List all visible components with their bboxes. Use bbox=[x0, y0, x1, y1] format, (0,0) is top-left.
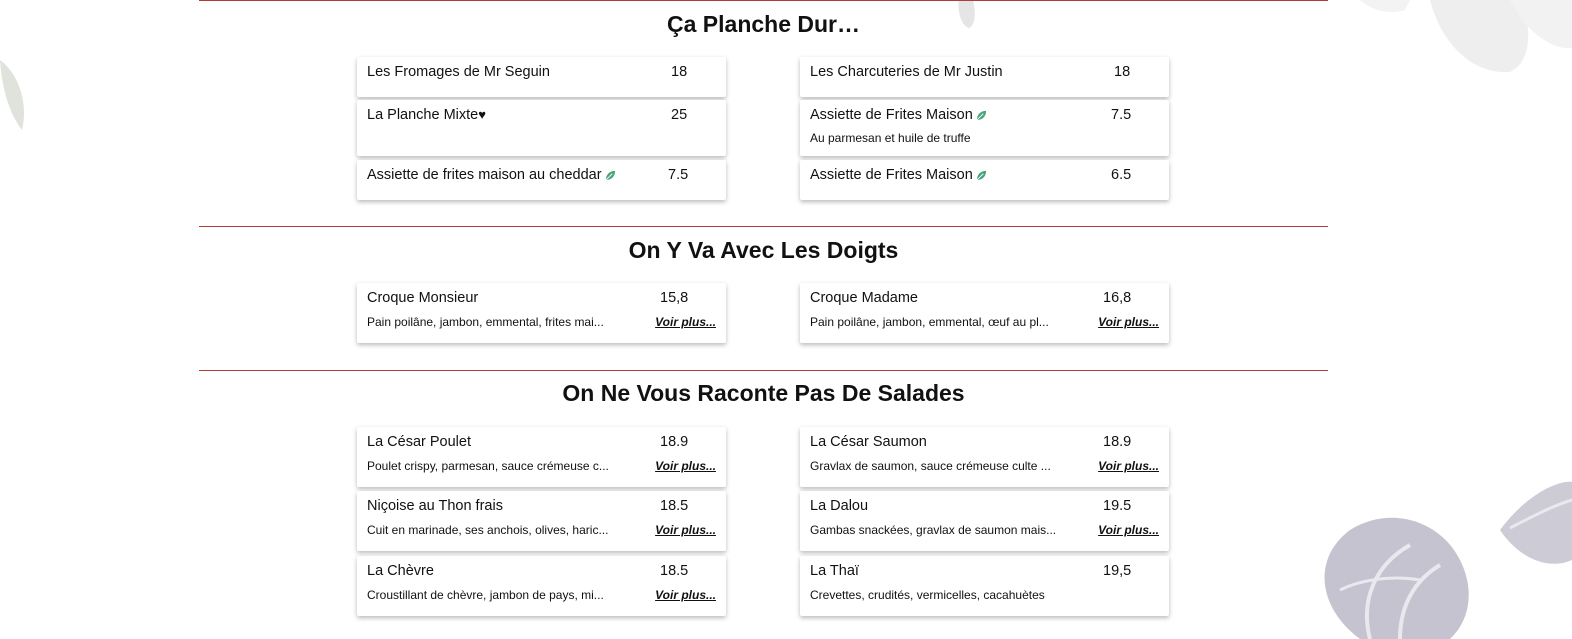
item-name: La Thaï bbox=[810, 563, 859, 579]
item-name: Les Charcuteries de Mr Justin bbox=[810, 64, 1003, 80]
item-price: 25 bbox=[671, 107, 688, 123]
item-description: Poulet crispy, parmesan, sauce crémeuse c... bbox=[367, 459, 609, 473]
menu-item-card[interactable] bbox=[800, 160, 1169, 200]
item-name: Croque Monsieur bbox=[367, 290, 479, 306]
item-name: La Planche Mixte♥ bbox=[367, 107, 486, 123]
menu-item-card[interactable] bbox=[357, 556, 726, 616]
item-description: Cuit en marinade, ses anchois, olives, haric... bbox=[367, 523, 609, 537]
menu-item-card[interactable] bbox=[357, 160, 726, 200]
menu-item-card[interactable] bbox=[357, 57, 726, 97]
item-description: Crevettes, crudités, vermicelles, cacahuètes bbox=[810, 588, 1045, 602]
item-price: 18.9 bbox=[660, 434, 689, 450]
menu-item-card[interactable] bbox=[800, 57, 1169, 97]
item-description: Pain poilâne, jambon, emmental, œuf au pl... bbox=[810, 315, 1049, 329]
heart-icon: ♥ bbox=[478, 107, 486, 122]
item-price: 7.5 bbox=[668, 167, 689, 183]
see-more-link[interactable]: Voir plus... bbox=[1098, 459, 1159, 473]
item-name: Niçoise au Thon frais bbox=[367, 498, 503, 514]
item-price: 16,8 bbox=[1103, 290, 1132, 306]
menu-item-card[interactable] bbox=[357, 283, 726, 343]
see-more-link[interactable]: Voir plus... bbox=[1098, 315, 1159, 329]
item-price: 18.9 bbox=[1103, 434, 1132, 450]
menu-item-card[interactable] bbox=[357, 491, 726, 551]
item-name: La César Poulet bbox=[367, 434, 471, 450]
menu-item-card[interactable] bbox=[357, 100, 726, 156]
item-price: 19,5 bbox=[1103, 563, 1132, 579]
menu-section-salades bbox=[199, 370, 1328, 406]
item-description: Gravlax de saumon, sauce crémeuse culte ... bbox=[810, 459, 1051, 473]
menu-item-card[interactable] bbox=[800, 427, 1169, 487]
menu-section-doigts bbox=[199, 226, 1328, 263]
see-more-link[interactable]: Voir plus... bbox=[655, 523, 716, 537]
section-title: On Y Va Avec Les Doigts bbox=[628, 237, 899, 263]
item-name: La Chèvre bbox=[367, 563, 434, 579]
item-price: 19.5 bbox=[1103, 498, 1132, 514]
leaf-icon bbox=[976, 170, 987, 181]
item-price: 7.5 bbox=[1111, 107, 1132, 123]
see-more-link[interactable]: Voir plus... bbox=[655, 588, 716, 602]
leaf-icon bbox=[976, 110, 987, 121]
item-name: Croque Madame bbox=[810, 290, 918, 306]
item-price: 18 bbox=[1114, 64, 1131, 80]
item-description: Croustillant de chèvre, jambon de pays, mi... bbox=[367, 588, 604, 602]
item-price: 18 bbox=[671, 64, 688, 80]
decorative-leaf-top-left bbox=[0, 60, 30, 140]
see-more-link[interactable]: Voir plus... bbox=[1098, 523, 1159, 537]
decorative-flower-top-right bbox=[1360, 0, 1572, 90]
item-name: Les Fromages de Mr Seguin bbox=[367, 64, 550, 80]
item-description: Au parmesan et huile de truffe bbox=[810, 131, 971, 145]
item-name: Assiette de Frites Maison bbox=[810, 167, 987, 183]
item-price: 18.5 bbox=[660, 563, 689, 579]
see-more-link[interactable]: Voir plus... bbox=[655, 315, 716, 329]
menu-item-card[interactable] bbox=[800, 491, 1169, 551]
item-price: 6.5 bbox=[1111, 167, 1132, 183]
decorative-leaf-bottom-right bbox=[1300, 470, 1572, 639]
see-more-link[interactable]: Voir plus... bbox=[655, 459, 716, 473]
item-name: Assiette de Frites Maison bbox=[810, 107, 987, 123]
menu-section-planches bbox=[199, 0, 1328, 37]
section-title: On Ne Vous Raconte Pas De Salades bbox=[562, 380, 965, 406]
item-description: Pain poilâne, jambon, emmental, frites mai... bbox=[367, 315, 604, 329]
menu-item-card[interactable] bbox=[357, 427, 726, 487]
item-name: Assiette de frites maison au cheddar bbox=[367, 167, 616, 183]
menu-item-card[interactable] bbox=[800, 100, 1169, 156]
item-price: 15,8 bbox=[660, 290, 689, 306]
item-name: La Dalou bbox=[810, 498, 869, 514]
menu-item-card[interactable] bbox=[800, 283, 1169, 343]
item-description: Gambas snackées, gravlax de saumon mais... bbox=[810, 523, 1057, 537]
item-price: 18.5 bbox=[660, 498, 689, 514]
section-title: Ça Planche Dur… bbox=[667, 11, 860, 37]
menu-item-card[interactable] bbox=[800, 556, 1169, 616]
item-name: La César Saumon bbox=[810, 434, 927, 450]
leaf-icon bbox=[605, 170, 616, 181]
